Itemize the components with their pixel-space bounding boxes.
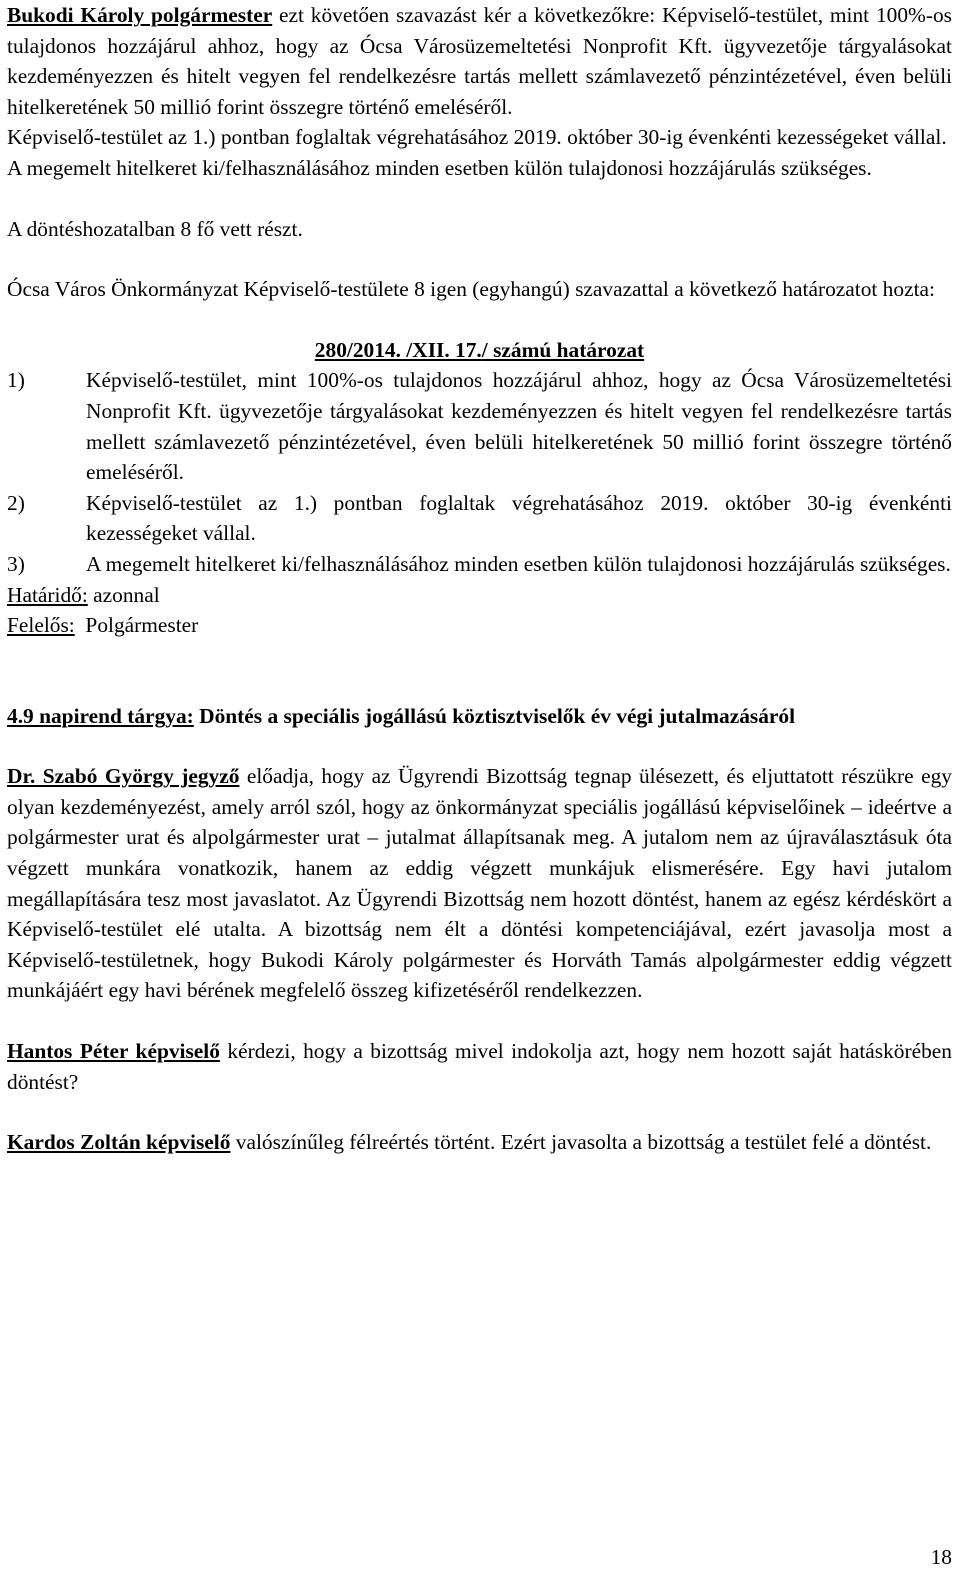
deadline-value: azonnal — [87, 582, 160, 607]
paragraph-text: előadja, hogy az Ügyrendi Bizottság tegnap ülésezett, és eljuttatott részükre egy olyan kezdeményezést, amely arról szól, hogy az önkormányzat speciális jogállású képviselőinek – ideértve a polgármester urat és alpolgármester urat – jutalmat állapítsanak meg. A jutalom nem az újraválasztásuk óta végzett munkára vonatkozik, hanem az eddig végzett munkájuk elismerésére. Egy havi jutalom megállapítására tesz most javaslatot. Az Ügyrendi Bizottság nem hozott döntést, hanem az egész kérdéskört a Képviselő-testület elé utalta. A bizottság nem élt a döntési kompetenciájával, ezért javasolja most a Képviselő-testületnek, hogy Bukodi Károly polgármester és Horváth Tamás alpolgármester eddig végzett munkájáért egy havi bérének megfelelő összeg kifizetéséről rendelkezzen. — [7, 764, 952, 1003]
item-number: 2) — [7, 490, 25, 515]
document-page — [7, 0, 952, 1158]
paragraph-vote-request — [7, 0, 952, 122]
speaker-name: Kardos Zoltán képviselő — [7, 1130, 231, 1155]
responsible-value: Polgármester — [74, 613, 199, 638]
agenda-title: Döntés a speciális jogállású köztisztviselők év végi jutalmazásáról — [193, 703, 796, 728]
speaker-name: Dr. Szabó György jegyző — [7, 764, 240, 789]
paragraph-text: valószínűleg félreértés történt. Ezért javasolta a bizottság a testület felé a döntést. — [230, 1130, 932, 1155]
resolution-number: 280/2014. /XII. 17. — [314, 337, 482, 362]
item-text: Képviselő-testület az 1.) pontban foglaltak végrehatásához 2019. október 30-ig évenkénti kezességeket vállal. — [86, 490, 952, 546]
paragraph-guarantee: Képviselő-testület az 1.) pontban foglaltak végrehatásához 2019. október 30-ig évenkénti kezességeket vállal. — [7, 125, 947, 150]
paragraph-kardos — [7, 1127, 952, 1158]
paragraph-consent: A megemelt hitelkeret ki/felhasználásához minden esetben külön tulajdonosi hozzájárulás szükséges. — [7, 155, 872, 180]
resolution-title — [7, 335, 952, 366]
resolution-items — [7, 365, 952, 579]
paragraph-hantos — [7, 1036, 952, 1097]
paragraph-szabo — [7, 761, 952, 1006]
paragraph-text: ezt követően szavazást kér a következőkre: Képviselő-testület, mint 100%-os tulajdonos hozzájárul ahhoz, hogy az Ócsa Városüzemeltetési Nonprofit Kft. ügyvezetője tárgyalásokat kezdeményezzen és hitelt vegyen fel rendelkezésre tartás mellett számlavezető pénzintézetével, éven belüli hitelkeretének 50 millió forint összegre történő emeléséről. — [7, 3, 952, 119]
item-number: 1) — [7, 368, 25, 393]
item-text: A megemelt hitelkeret ki/felhasználásához minden esetben külön tulajdonosi hozzájárulás szükséges. — [86, 551, 951, 576]
responsible-label: Felelős: — [7, 613, 75, 638]
page-number: 18 — [930, 1545, 952, 1569]
paragraph-text: kérdezi, hogy a bizottság mivel indokolja azt, hogy nem hozott saját hatáskörében döntést? — [7, 1039, 952, 1094]
agenda-label: 4.9 napirend tárgya: — [7, 703, 194, 728]
speaker-name: Hantos Péter képviselő — [7, 1039, 220, 1064]
item-number: 3) — [7, 551, 25, 576]
resolution-item — [7, 549, 952, 580]
resolution-item — [7, 365, 952, 487]
resolution-suffix: / számú határozat — [481, 337, 645, 362]
deadline-line — [7, 580, 952, 611]
speaker-name: Bukodi Károly polgármester — [7, 3, 273, 27]
responsible-line — [7, 610, 952, 641]
item-text: Képviselő-testület, mint 100%-os tulajdonos hozzájárul ahhoz, hogy az Ócsa Városüzemeltetési Nonprofit Kft. ügyvezetője tárgyalásokat kezdeményezzen és hitelt vegyen fel rendelkezésre tartás mellett számlavezető pénzintézetével, éven belüli hitelkeretének 50 millió forint összegre történő emeléséről. — [86, 368, 952, 485]
agenda-heading — [7, 701, 952, 732]
resolution-item — [7, 488, 952, 549]
deadline-label: Határidő: — [7, 582, 88, 607]
participation-note: A döntéshozatalban 8 fő vett részt. — [7, 216, 303, 241]
vote-statement: Ócsa Város Önkormányzat Képviselő-testülete 8 igen (egyhangú) szavazattal a következő határozatot hozta: — [7, 277, 935, 302]
